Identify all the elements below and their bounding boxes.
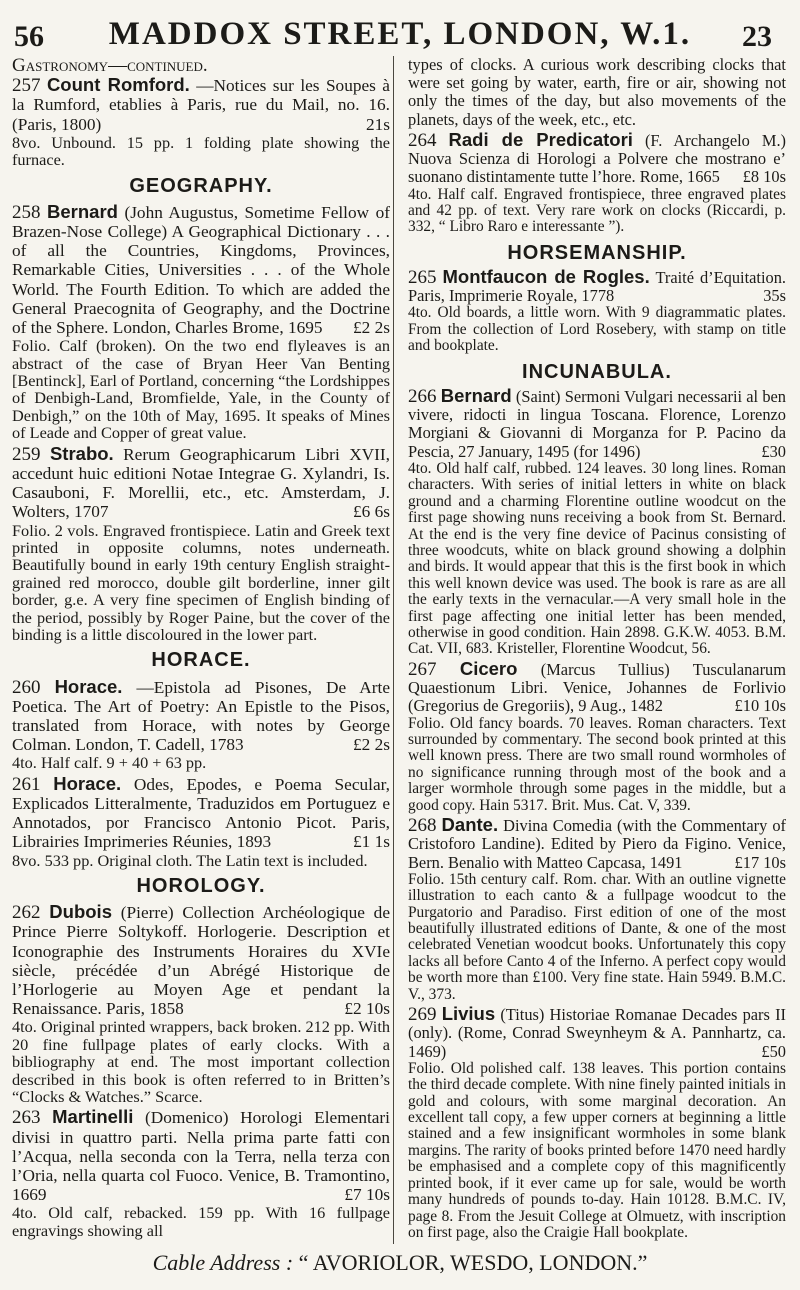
entry-price: £17 10s bbox=[734, 852, 786, 872]
right-column bbox=[408, 56, 786, 1243]
entry-price: £8 10s bbox=[742, 167, 786, 187]
section-heading-horsemanship: HORSEMANSHIP. bbox=[507, 241, 687, 264]
entry-price: 21s bbox=[365, 114, 390, 134]
entry-price: £7 10s bbox=[344, 1185, 390, 1205]
entry-price: £1 1s bbox=[353, 832, 390, 852]
entry-number: 261 bbox=[12, 773, 41, 795]
catalogue-entry bbox=[12, 902, 390, 1105]
entry-author: Livius bbox=[441, 1003, 496, 1025]
entry-author: Montfaucon de Rogles. bbox=[442, 266, 650, 288]
entry-author: Cicero bbox=[459, 657, 518, 679]
entry-description: Folio. 2 vols. Engraved frontispiece. Latin and Greek text printed in opposite columns, notes underneath. Beautifully bound in early 19th century English straight-grained red morocco, double gilt borderline, inner gilt border, g.e. A very fine specimen of English binding of the period, possibly by Roger Paine, but the cover of the binding is a little discoloured in the lower part. bbox=[12, 520, 390, 644]
entry-price: £6 6s bbox=[353, 502, 390, 522]
page-number-right: 23 bbox=[742, 20, 772, 53]
entry-title: (Titus) Historiae Romanae Decades pars II (only). (Rome, Conrad Sweynheym & A. Pannhartz, ca. 1469) bbox=[408, 1005, 786, 1061]
entry-title: (Marcus Tullius) Tusculanarum Quaestionum Libri. Venice, Johannes de Forlivio (Gregorius de Gregoriis), 9 Aug., 1482 bbox=[408, 659, 786, 716]
entry-author: Dante. bbox=[441, 814, 499, 836]
entry-title: Odes, Epodes, e Poema Secular, Explicados Litteralmente, Traduzidos em Portuguez e Annotados, por Francisco Antonio Picot. Paris, Librairies Imprimeries Réunies, 1893 bbox=[12, 774, 391, 852]
entry-price: £10 10s bbox=[734, 696, 786, 716]
entry-description: Folio. Calf (broken). On the two end flyleaves is an abstract of the case of Bryan Heer Van Benting [Bentinck], Earl of Portland, concerning “the Lordshippes of Denbigh-Land, Bromfielde, Yale, in the County of Denbigh,” on the 10th of May, 1695. It speaks of Mines of Leade and Copper of great value. bbox=[12, 336, 390, 443]
page-number: 56 bbox=[14, 20, 44, 53]
page-header bbox=[0, 6, 800, 52]
entry-description: Folio. Old polished calf. 138 leaves. This portion contains the third decade complete. With nine finely painted initials in gold and colours, with some marginal decoration. An excellent tall copy, a few upper corners at beginning a little stained and a few insignificant wormholes in some blank margins. The rarity of books printed before 1470 need hardly be emphasised and a complete copy of this magnificently printed book, if it ever came up for sale, would be worth many hundreds of pounds to-day. Hain 10128. B.M.C. IV, page 8. From the Jesuit College at Olmuetz, with inscription on first page, also the Craigie Hall bookplate. bbox=[408, 1059, 786, 1241]
entry-description: Folio. Old fancy boards. 70 leaves. Roman characters. Text surrounded by commentary. The second book printed at this well known press. There are two small round wormholes of no significance running through most of the book and a larger wormhole through some pages in the middle, but a good copy. Hain 5317. Brit. Mus. Cat. V, 339. bbox=[408, 714, 786, 814]
entry-description: 4to. Old boards, a little worn. With 9 diagrammatic plates. From the collection of Lord Rosebery, with stamp on title and bookplate. bbox=[408, 304, 786, 355]
entry-author: Count Romford. bbox=[46, 74, 190, 96]
entry-description: 8vo. 533 pp. Original cloth. The Latin text is included. bbox=[12, 850, 368, 870]
entry-title: Divina Comedia (with the Commentary of Cristoforo Landine). Edited by Piero da Figino. Venice, Bern. Benalio with Matteo Capcasa, 1491 bbox=[408, 816, 786, 872]
catalogue-entry bbox=[408, 657, 786, 814]
catalogue-entry bbox=[12, 774, 390, 869]
entry-number: 269 bbox=[408, 1004, 437, 1026]
continuation-text: types of clocks. A curious work describing clocks that were set going by water, earth, fire or air, showing not only the times of the day, but also movements of the planets, days of the week, etc., etc. bbox=[408, 55, 786, 129]
entry-number: 260 bbox=[12, 676, 41, 698]
section-heading-geography: GEOGRAPHY. bbox=[129, 174, 273, 197]
catalogue-entry bbox=[12, 444, 390, 644]
catalogue-entry bbox=[408, 384, 786, 658]
entry-description: 4to. Old half calf, rubbed. 124 leaves. 30 long lines. Roman characters. With series of initial letters in white on black ground and a charming Florentine outline woodcut on the first page showing nuns receiving a book from St. Bernard. At the end is the very fine device of Pacinus consisting of three woodcuts, white on black ground showing a dolphin and birds. It would appear that this is the first book in which this well known device was used. The book is rare as are all the early texts in the vernacular.—A very small hole in the first page affecting one initial letter has been mended, otherwise in good condition. Hain 2898. G.K.W. 4053. B.M. Cat. VII, 683. Kristeller, Florentine Woodcut, 56. bbox=[408, 459, 786, 658]
entry-author: Bernard bbox=[440, 384, 512, 406]
catalogue-entry bbox=[408, 816, 786, 1003]
entry-number: 268 bbox=[408, 815, 437, 837]
catalogue-entry bbox=[408, 128, 786, 236]
entry-price: £2 2s bbox=[353, 735, 390, 755]
entry-author: Martinelli bbox=[52, 1106, 134, 1128]
entry-title: (John Augustus, Sometime Fellow of Brazen-Nose College) A Geographical Dictionary . . . of all the Countries, Kingdoms, Provinces, Remarkable Cities, Universities . . . of the Whole World. The Fourth Edition. To which are added the General Praecognita of Geography, and the Doctrine of the Sphere. London, Charles Brome, 1695 bbox=[12, 202, 390, 338]
catalogue-entry bbox=[408, 1005, 786, 1241]
entry-description: 4to. Original printed wrappers, back broken. 212 pp. With 20 fine fullpage plates of early clocks. With a bibliography at end. The most important collection described in this book is often referred to in Britten’s “Clocks & Watches.” Scarce. bbox=[12, 1017, 390, 1107]
column-divider bbox=[393, 56, 394, 1244]
cable-address-label: Cable Address : bbox=[152, 1250, 294, 1275]
section-heading-incunabula: INCUNABULA. bbox=[522, 360, 672, 383]
entry-title: Rerum Geographicarum Libri XVII, accedunt huic editioni Notae Integrae G. Xylandri, Is. Casauboni, F. Morellii, etc., etc. Amsterdam, J. Wolters, 1707 bbox=[12, 444, 390, 522]
entry-price: 35s bbox=[763, 286, 786, 306]
entry-description: 8vo. Unbound. 15 pp. 1 folding plate showing the furnace. bbox=[12, 132, 390, 170]
entry-description: Folio. 15th century calf. Rom. char. With an outline vignette illustration to each canto & a fullpage woodcut to the Purgatorio and Paradiso. First edition of one of the most beautifully illustrated editions of Dante, & one of the most celebrated Venetian woodcut books. Unfortunately this copy lacks all before Canto 4 of the Inferno. A perfect copy would be worth more than £100. Very fine state. Hain 5949. B.M.C. V., 373. bbox=[408, 870, 786, 1003]
entry-number: 259 bbox=[12, 443, 41, 465]
entry-number: 264 bbox=[408, 129, 437, 151]
entry-title: (Saint) Sermoni Vulgari necessarii al ben vivere, ridocti in lingua Toscana. Florence, Lorenzo Morgiani & Giovanni di Morganza for P. Pacino da Pescia, 27 January, 1495 (for 1496) bbox=[408, 386, 786, 461]
catalogue-entry bbox=[12, 202, 390, 442]
entry-number: 262 bbox=[12, 902, 41, 924]
entry-price: £2 2s bbox=[353, 318, 390, 338]
entry-number: 265 bbox=[408, 267, 437, 289]
entry-price: £30 bbox=[761, 441, 786, 461]
section-heading-horace: HORACE. bbox=[151, 649, 251, 672]
cable-address bbox=[0, 1250, 800, 1276]
entry-author: Dubois bbox=[49, 901, 112, 923]
catalogue-entry bbox=[408, 268, 786, 355]
entry-author: Strabo. bbox=[49, 442, 114, 464]
entry-description: 4to. Half calf. 9 + 40 + 63 pp. bbox=[12, 753, 207, 773]
entry-price: £50 bbox=[761, 1041, 786, 1061]
section-heading-horology: HOROLOGY. bbox=[136, 874, 266, 897]
entry-number: 267 bbox=[408, 658, 437, 680]
entry-price: £2 10s bbox=[344, 999, 390, 1019]
cable-address-value: “ AVORIOLOR, WESDO, LONDON.” bbox=[298, 1250, 648, 1275]
entry-author: Bernard bbox=[47, 200, 118, 222]
entry-number: 257 bbox=[12, 75, 41, 97]
entry-number: 263 bbox=[12, 1107, 41, 1129]
entry-number: 266 bbox=[408, 385, 437, 407]
catalogue-entry bbox=[12, 1107, 390, 1239]
catalogue-entry bbox=[12, 75, 390, 168]
entry-author: Horace. bbox=[54, 675, 123, 697]
entry-title: —Epistola ad Pisones, De Arte Poetica. The Art of Poetry: An Epistle to the Pisos, translated from Horace, with notes by George Colman. London, T. Cadell, 1783 bbox=[12, 677, 390, 755]
entry-title: Traité d’Equitation. Paris, Imprimerie Royale, 1778 bbox=[408, 268, 786, 306]
entry-description: 4to. Half calf. Engraved frontispiece, three engraved plates and 42 pp. of text. Very rare work on clocks (Riccardi, p. 332, “ Libro Raro e interessante ”). bbox=[408, 185, 786, 236]
catalogue-entry bbox=[12, 677, 390, 772]
left-column bbox=[12, 56, 390, 1241]
entry-title: —Notices sur les Soupes à la Rumford, etablies à Paris, rue du Mail, no. 16. (Paris, 1800) bbox=[12, 76, 390, 134]
entry-number: 258 bbox=[12, 201, 41, 223]
entry-title: (Pierre) Collection Archéologique de Prince Pierre Soltykoff. Horlogerie. Description et Iconographie des Instruments Horaires du XVIe siècle, précédée d’un Abrégé Historique de l’Horlogerie au Moyen Age et pendant la Renaissance. Paris, 1858 bbox=[12, 903, 390, 1019]
entry-description: 4to. Old calf, rebacked. 159 pp. With 16 fullpage engravings showing all bbox=[12, 1203, 390, 1240]
entry-author: Radi de Predicatori bbox=[448, 128, 633, 150]
running-head: Gastronomy—continued. bbox=[12, 55, 208, 76]
entry-author: Horace. bbox=[53, 772, 122, 794]
page-title: MADDOX STREET, LONDON, W.1. bbox=[108, 16, 692, 52]
entry-title: (Domenico) Horologi Elementari divisi in quattro parti. Nella prima parte fatti con l’Acqua, nella seconda con la Terra, nella terza con l’Oria, nella quarta col Fuoco. Venice, B. Tramontino, 1669 bbox=[12, 1108, 390, 1205]
entry-title: (F. Archangelo M.) Nuova Scienza di Horologi a Polvere che mostrano e’ suonano distintamente tutte l’hore. Rome, 1665 bbox=[408, 130, 786, 187]
